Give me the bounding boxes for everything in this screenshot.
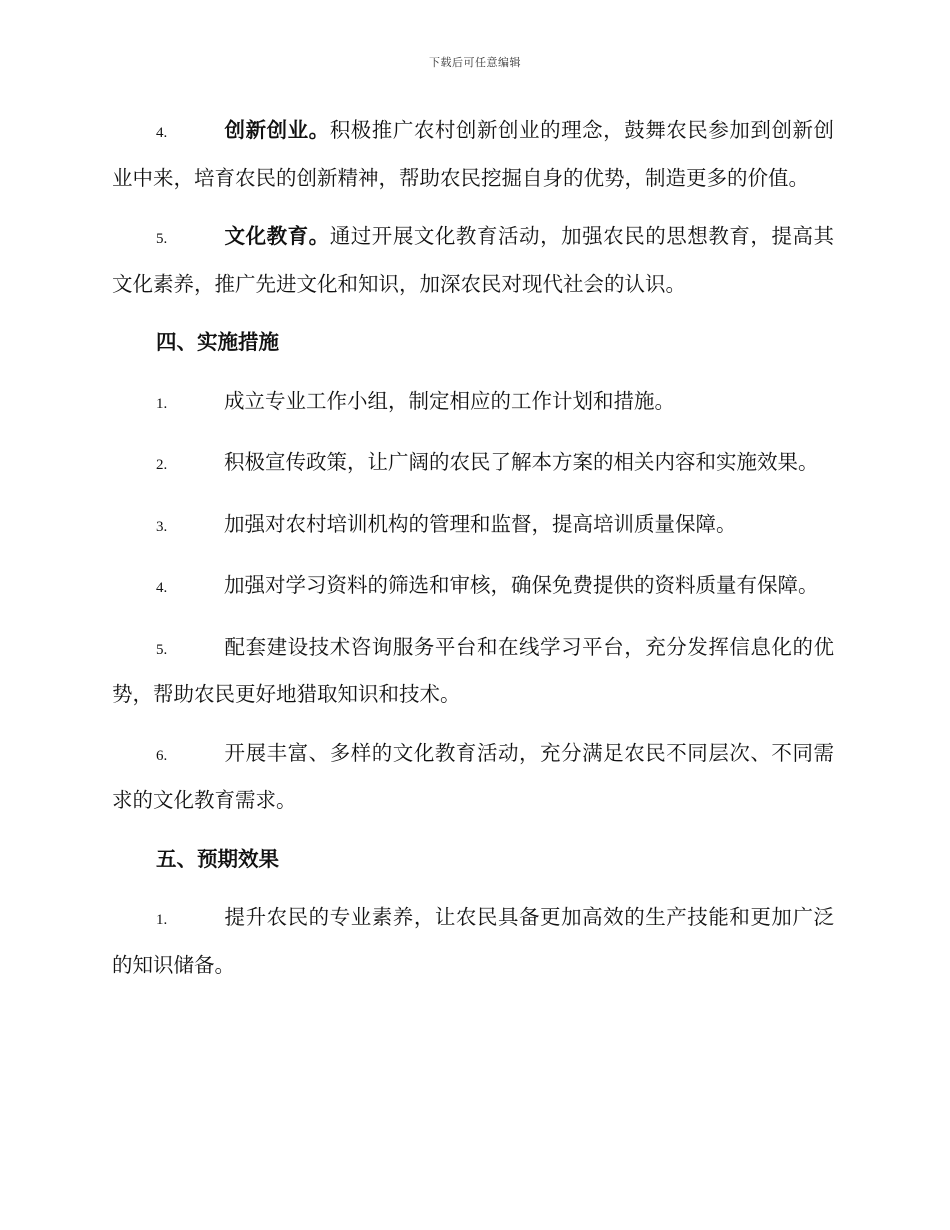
item-number: 3. bbox=[156, 518, 168, 535]
item-text: 积极推广农村创新创业的理念，鼓舞农民参加到创新创业中来，培育农民的创新精神，帮助农民挖掘自身的优势，制造更多的价值。 bbox=[112, 118, 835, 190]
list-item bbox=[112, 563, 834, 611]
list-item bbox=[112, 108, 834, 200]
section-heading: 四、实施措施 bbox=[156, 330, 279, 354]
item-number: 5. bbox=[156, 231, 168, 247]
item-number: 4. bbox=[156, 125, 168, 141]
item-number: 5. bbox=[156, 641, 168, 658]
page-header: 下载后可任意编辑 bbox=[429, 56, 521, 69]
list-item bbox=[112, 895, 834, 987]
section-heading: 五、预期效果 bbox=[156, 846, 279, 871]
item-number: 1. bbox=[156, 912, 168, 928]
list-item bbox=[112, 625, 834, 717]
item-number: 2. bbox=[156, 457, 168, 473]
list-item bbox=[112, 731, 834, 823]
item-text: 开展丰富、多样的文化教育活动，充分满足农民不同层次、不同需求的文化教育需求。 bbox=[112, 740, 834, 812]
item-lead: 文化教育。 bbox=[224, 224, 330, 248]
list-item bbox=[112, 214, 834, 306]
item-number: 4. bbox=[156, 580, 168, 596]
item-text: 积极宣传政策，让广阔的农民了解本方案的相关内容和实施效果。 bbox=[224, 450, 819, 474]
list-item bbox=[112, 502, 834, 550]
item-text: 配套建设技术咨询服务平台和在线学习平台，充分发挥信息化的优势，帮助农民更好地猎取知识和技术。 bbox=[112, 634, 834, 706]
item-text: 通过开展文化教育活动，加强农民的思想教育，提高其文化素养，推广先进文化和知识，加深农民对现代社会的认识。 bbox=[112, 224, 835, 296]
document-body bbox=[112, 108, 834, 1001]
list-item bbox=[112, 440, 834, 488]
item-lead: 创新创业。 bbox=[224, 118, 330, 142]
item-text: 加强对学习资料的筛选和审核，确保免费提供的资料质量有保障。 bbox=[224, 573, 819, 597]
item-text: 加强对农村培训机构的管理和监督，提高培训质量保障。 bbox=[224, 511, 737, 536]
item-number: 6. bbox=[156, 747, 168, 764]
item-text: 提升农民的专业素养，让农民具备更加高效的生产技能和更加广泛的知识储备。 bbox=[112, 905, 834, 977]
item-number: 1. bbox=[156, 395, 168, 412]
item-text: 成立专业工作小组，制定相应的工作计划和措施。 bbox=[224, 388, 675, 413]
list-item bbox=[112, 379, 834, 427]
